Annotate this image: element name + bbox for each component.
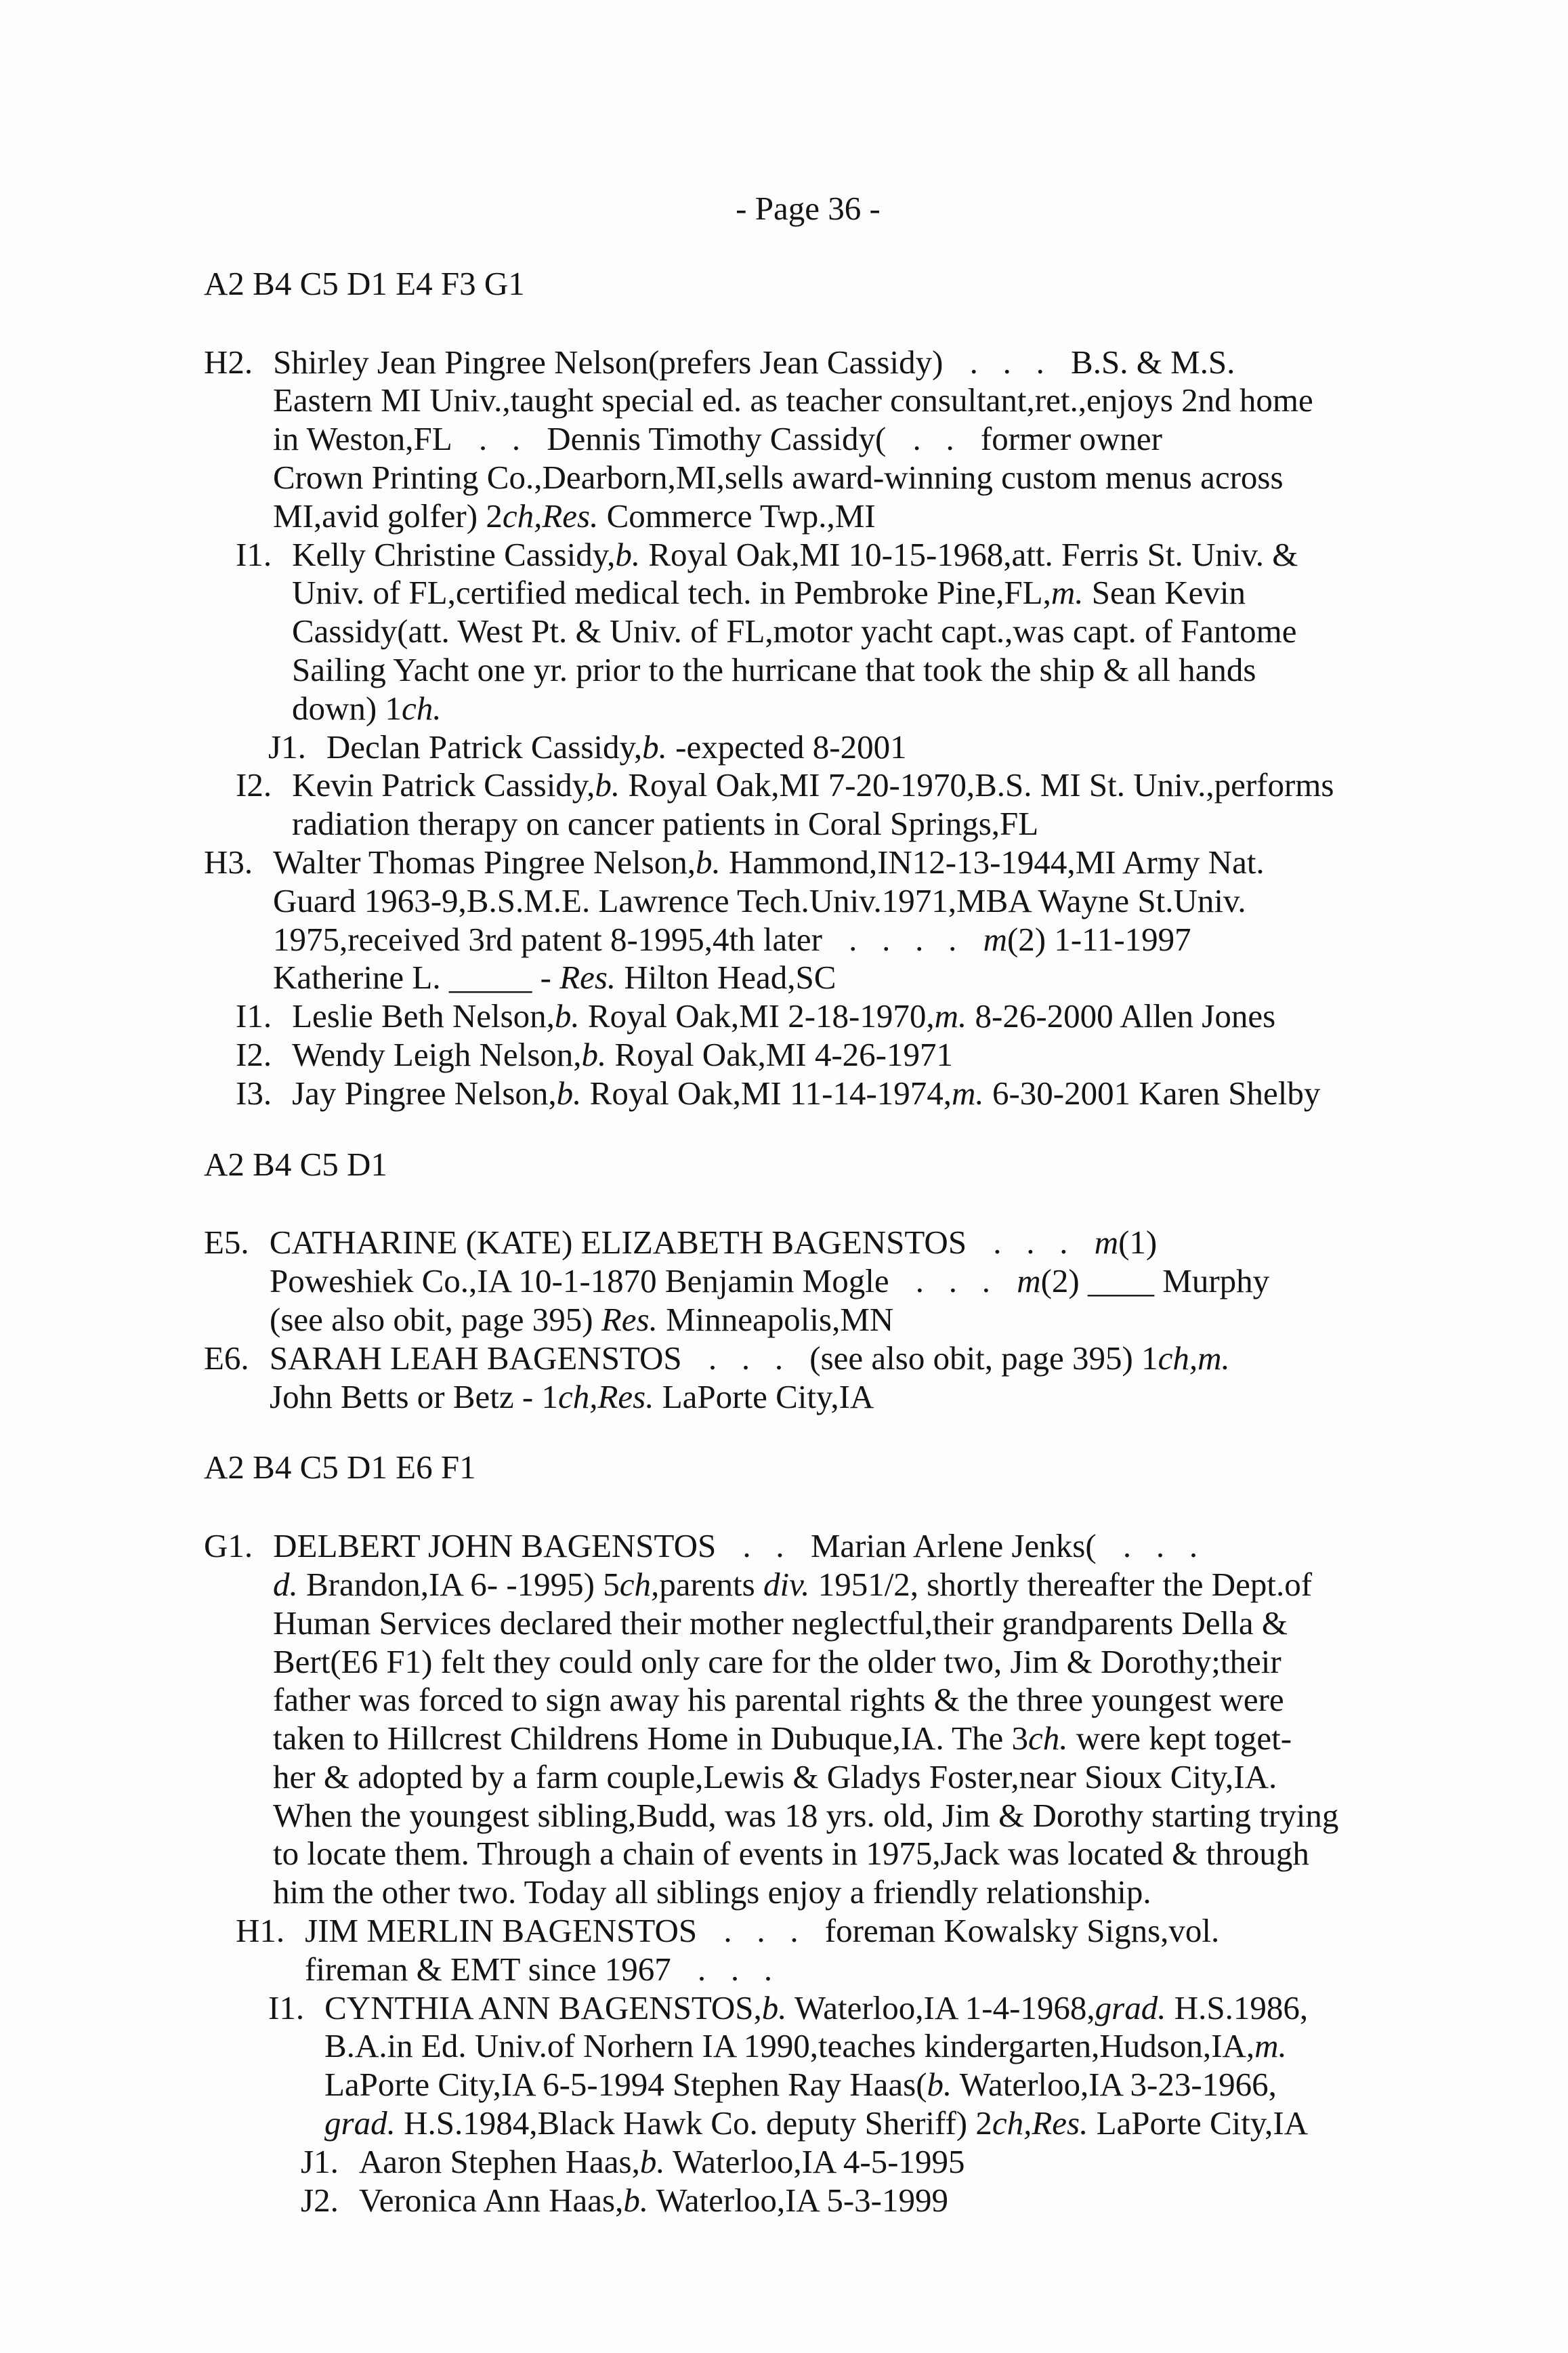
text-segment: Jay Pingree Nelson, [292,1074,557,1112]
italic-abbreviation: ch,Res. [557,1377,654,1415]
entry-text [292,1036,953,1073]
entry-first-line [0,536,1568,575]
entry-text [273,844,1265,881]
text-segment: Minneapolis,MN [657,1300,894,1338]
entry-continuation-line [0,497,1568,536]
entry-continuation-line [0,1566,1568,1604]
italic-abbreviation: m [983,920,1007,958]
entry-text [270,1224,1158,1261]
entry-text [292,997,1275,1035]
generation-label: I3. [236,1074,272,1112]
italic-abbreviation: b. [615,535,641,573]
generation-label: H3. [204,843,253,881]
entry-text [324,2104,1308,2142]
text-segment: Waterloo,IA 1-4-1968, [786,1988,1095,2026]
text-segment: to locate them. Through a chain of events in 1975,Jack was located & through [273,1835,1309,1873]
entry-continuation-line [0,459,1568,497]
entry-text [273,959,836,996]
entry-text [292,612,1297,650]
text-segment: Royal Oak,MI 4-26-1971 [606,1035,953,1073]
text-segment: Katherine L. _____ - [273,959,560,997]
generation-label: H1. [236,1912,285,1950]
text-segment: radiation therapy on cancer patients in Coral Springs,FL [292,805,1039,843]
entry-text [292,536,1298,573]
text-segment: Bert(E6 F1) felt they could only care for the older two, Jim & Dorothy;their [273,1642,1281,1680]
dot-leader: . . [478,420,521,458]
genealogy-entry [0,1912,1568,1989]
genealogy-entry [0,1527,1568,1912]
dot-leader: . . . [915,1262,991,1300]
entry-continuation-line [0,690,1568,728]
text-segment: When the youngest sibling,Budd, was 18 yrs. old, Jim & Dorothy starting trying [273,1796,1339,1834]
entry-continuation-line [0,574,1568,612]
entry-text [273,381,1313,419]
text-segment: Poweshiek Co.,IA 10-1-1870 Benjamin Mogle [270,1262,889,1300]
entry-text [273,1720,1292,1757]
italic-abbreviation: b. [639,2142,665,2180]
text-segment: DELBERT JOHN BAGENSTOS [273,1527,717,1565]
genealogy-entry [0,766,1568,844]
entry-continuation-line [0,1758,1568,1797]
text-segment: Hammond,IN12-13-1944,MI Army Nat. [720,843,1265,881]
italic-abbreviation: m. [934,997,967,1035]
entry-text [292,1075,1320,1112]
text-segment: H.S.1984,Black Hawk Co. deputy Sheriff) 2 [395,2104,992,2142]
entry-text [359,2143,965,2180]
entry-first-line [0,2143,1568,2182]
entry-first-line [0,1224,1568,1262]
text-segment: CYNTHIA ANN BAGENSTOS, [324,1988,762,2026]
entry-first-line [0,844,1568,882]
entry-text [292,766,1334,804]
text-segment: Leslie Beth Nelson, [292,997,555,1035]
entry-text [270,1301,893,1338]
entry-first-line [0,343,1568,382]
text-segment: Royal Oak,MI 11-14-1974, [581,1074,952,1112]
entry-text [292,651,1256,688]
text-segment: 1975,received 3rd patent 8-1995,4th later [273,920,822,958]
entry-continuation-line [0,1604,1568,1643]
genealogy-entry [0,1036,1568,1075]
italic-abbreviation: b. [595,766,620,804]
text-segment: Cassidy(att. West Pt. & Univ. of FL,motor yacht capt.,was capt. of Fantome [292,612,1297,650]
entry-text [273,1527,1224,1564]
entry-text [292,690,441,727]
entry-text [292,574,1246,611]
generation-label: I1. [236,997,272,1035]
lineage-path-heading: A2 B4 C5 D1 E4 F3 G1 [204,264,525,302]
genealogy-entry [0,1224,1568,1339]
italic-abbreviation: b. [695,843,721,881]
entry-text [324,1989,1308,2026]
entry-first-line [0,2182,1568,2220]
genealogy-entry [0,343,1568,536]
text-segment: fireman & EMT since 1967 [305,1950,671,1988]
entry-first-line [0,728,1568,767]
entry-text [273,1758,1277,1795]
text-segment: Univ. of FL,certified medical tech. in Pembroke Pine,FL, [292,574,1051,612]
italic-abbreviation: ch, [619,1565,660,1603]
genealogy-sections [0,265,1568,2220]
entry-text [270,1378,874,1415]
entry-continuation-line [0,882,1568,921]
text-segment: Eastern MI Univ.,taught special ed. as teacher consultant,ret.,enjoys 2nd home [273,381,1313,419]
entry-continuation-line [0,1301,1568,1339]
italic-abbreviation: m. [1254,2027,1287,2065]
dot-leader: . . [742,1527,784,1565]
italic-abbreviation: grad. [1095,1988,1166,2026]
generation-label: G1. [204,1527,253,1565]
genealogy-entry [0,2143,1568,2182]
text-segment: Dennis Timothy Cassidy( [547,420,887,458]
entry-text [273,1835,1309,1872]
text-segment: (2) 1-11-1997 [1007,920,1191,958]
entry-first-line [0,997,1568,1036]
entry-text [270,1339,1230,1377]
text-segment: 6-30-2001 Karen Shelby [983,1074,1321,1112]
italic-abbreviation: b. [927,2066,952,2104]
generation-label: H2. [204,343,253,381]
entry-first-line [0,1912,1568,1951]
italic-abbreviation: grad. [324,2104,396,2142]
dot-leader: . . [912,420,954,458]
italic-abbreviation: b. [642,728,667,766]
genealogy-entry [0,2182,1568,2220]
entry-text [273,1873,1151,1911]
entry-text [324,2027,1287,2064]
page-number: - Page 36 - [736,190,881,227]
text-segment: -expected 8-2001 [666,728,907,766]
generation-label: I2. [236,1035,272,1073]
text-segment: Royal Oak,MI 2-18-1970, [579,997,935,1035]
text-segment: (2) ____ Murphy [1040,1262,1270,1300]
entry-text [273,459,1284,496]
italic-abbreviation: m. [1051,574,1084,612]
generation-label: I1. [268,1988,305,2026]
text-segment: taken to Hillcrest Childrens Home in Dubuque,IA. The 3 [273,1720,1028,1757]
entry-text [270,1262,1269,1299]
genealogy-entry [0,1339,1568,1417]
generation-label: J1. [268,728,306,766]
text-segment: father was forced to sign away his parental rights & the three youngest were [273,1681,1284,1719]
italic-abbreviation: ch. [1028,1720,1068,1757]
text-segment: (see also obit, page 395) 1 [809,1339,1158,1377]
italic-abbreviation: ch,Res. [502,497,599,535]
text-segment: H.S.1986, [1166,1988,1309,2026]
entry-first-line [0,766,1568,805]
text-segment: foreman Kowalsky Signs,vol. [824,1912,1220,1950]
entry-text [273,343,1235,381]
entry-text [273,1681,1284,1718]
text-segment: Marian Arlene Jenks( [810,1527,1097,1565]
italic-abbreviation: ch,Res. [992,2104,1088,2142]
text-segment: Wendy Leigh Nelson, [292,1035,582,1073]
entry-continuation-line [0,921,1568,959]
text-segment: 8-26-2000 Allen Jones [967,997,1276,1035]
entry-text [359,2182,948,2219]
entry-first-line [0,1075,1568,1113]
italic-abbreviation: Res. [559,959,616,997]
text-segment: parents [659,1565,763,1603]
entry-continuation-line [0,1951,1568,1989]
entry-continuation-line [0,1720,1568,1758]
entry-text [273,497,876,535]
entry-continuation-line [0,1262,1568,1301]
text-segment: 1951/2, shortly thereafter the Dept.of [809,1565,1313,1603]
entry-text [324,2066,1277,2103]
text-segment: Aaron Stephen Haas, [358,2142,640,2180]
entry-text [273,1643,1281,1680]
entry-continuation-line [0,651,1568,690]
italic-abbreviation: b. [554,997,580,1035]
entry-text [273,420,1162,457]
text-segment: (see also obit, page 395) [270,1300,601,1338]
text-segment: her & adopted by a farm couple,Lewis & Gladys Foster,near Sioux City,IA. [273,1757,1277,1795]
italic-abbreviation: m [1017,1262,1041,1300]
entry-text [273,1604,1288,1642]
text-segment: Hilton Head,SC [616,959,836,997]
entry-first-line [0,1339,1568,1378]
italic-abbreviation: m [1094,1224,1119,1262]
generation-label: I1. [236,535,272,573]
dot-leader: . . . [993,1224,1068,1262]
text-segment: Waterloo,IA 4-5-1995 [664,2142,965,2180]
italic-abbreviation: b. [623,2181,649,2219]
italic-abbreviation: d. [273,1565,298,1603]
text-segment: LaPorte City,IA 6-5-1994 Stephen Ray Haas( [324,2066,927,2104]
entry-continuation-line [0,2027,1568,2066]
entry-continuation-line [0,2066,1568,2104]
dot-leader: . . . [969,343,1044,381]
entry-text [292,805,1038,842]
text-segment: (1) [1118,1224,1158,1262]
lineage-section [0,1449,1568,2220]
genealogy-entry [0,1989,1568,2143]
genealogy-entry [0,997,1568,1036]
entry-continuation-line [0,1643,1568,1682]
lineage-path-heading: A2 B4 C5 D1 E6 F1 [204,1449,476,1486]
text-segment: JIM MERLIN BAGENSTOS [305,1912,698,1950]
dot-leader: . . . [723,1912,799,1950]
entry-text [273,1566,1312,1603]
text-segment: LaPorte City,IA [1088,2104,1309,2142]
entry-text [305,1951,799,1988]
text-segment: Commerce Twp.,MI [598,497,876,535]
dot-leader: . . . . [849,920,957,958]
text-segment: LaPorte City,IA [654,1377,874,1415]
text-segment: Brandon,IA 6- -1995) 5 [297,1565,620,1603]
genealogy-entry [0,728,1568,767]
dot-leader: . . . [1122,1527,1198,1565]
entry-continuation-line [0,1835,1568,1873]
entry-first-line [0,1036,1568,1075]
generation-label: J1. [301,2142,339,2180]
entry-continuation-line [0,612,1568,651]
entry-continuation-line [0,2104,1568,2143]
entry-continuation-line [0,959,1568,997]
text-segment: Declan Patrick Cassidy, [326,728,643,766]
italic-abbreviation: div. [763,1565,810,1603]
entry-first-line [0,1989,1568,2028]
text-segment: Human Services declared their mother neglectful,their grandparents Della & [273,1604,1288,1642]
italic-abbreviation: b. [556,1074,582,1112]
italic-abbreviation: ch,m. [1158,1339,1230,1377]
generation-label: J2. [301,2181,339,2219]
entry-first-line [0,1527,1568,1566]
text-segment: CATHARINE (KATE) ELIZABETH BAGENSTOS [269,1224,967,1262]
italic-abbreviation: m. [952,1074,984,1112]
text-segment: Veronica Ann Haas, [358,2181,624,2219]
entry-continuation-line [0,1873,1568,1912]
lineage-section [0,1146,1568,1417]
text-segment: were kept toget- [1067,1720,1292,1757]
lineage-section [0,265,1568,1113]
text-segment: Sailing Yacht one yr. prior to the hurricane that took the ship & all hands [292,650,1256,688]
genealogy-entry [0,844,1568,997]
text-segment: Royal Oak,MI 7-20-1970,B.S. MI St. Univ.,performs [620,766,1334,804]
text-segment: John Betts or Betz - 1 [270,1377,558,1415]
italic-abbreviation: b. [761,1988,787,2026]
entry-continuation-line [0,1797,1568,1835]
text-segment: Royal Oak,MI 10-15-1968,att. Ferris St. Univ. & [640,535,1298,573]
text-segment: B.S. & M.S. [1071,343,1235,381]
text-segment: Kelly Christine Cassidy, [292,535,616,573]
entry-continuation-line [0,1681,1568,1720]
text-segment: MI,avid golfer) 2 [273,497,503,535]
text-segment: Crown Printing Co.,Dearborn,MI,sells award-winning custom menus across [273,458,1284,496]
text-segment: B.A.in Ed. Univ.of Norhern IA 1990,teaches kindergarten,Hudson,IA, [324,2027,1255,2065]
text-segment: Guard 1963-9,B.S.M.E. Lawrence Tech.Univ.1971,MBA Wayne St.Univ. [273,881,1246,919]
entry-continuation-line [0,805,1568,844]
text-segment: Waterloo,IA 5-3-1999 [648,2181,948,2219]
genealogy-entry [0,1075,1568,1113]
entry-continuation-line [0,381,1568,420]
entry-continuation-line [0,1378,1568,1417]
generation-label: E5. [204,1224,249,1262]
text-segment: Sean Kevin [1083,574,1246,612]
generation-label: I2. [236,766,272,804]
text-segment: him the other two. Today all siblings enjoy a friendly relationship. [273,1873,1151,1911]
text-segment: Walter Thomas Pingree Nelson, [273,843,696,881]
dot-leader: . . . [708,1339,784,1377]
text-segment: Shirley Jean Pingree Nelson(prefers Jean Cassidy) [273,343,944,381]
genealogy-entry [0,536,1568,728]
text-segment: SARAH LEAH BAGENSTOS [269,1339,682,1377]
italic-abbreviation: b. [581,1035,607,1073]
generation-label: E6. [204,1339,249,1377]
lineage-path-heading: A2 B4 C5 D1 [204,1145,387,1183]
text-segment: former owner [980,420,1162,458]
entry-text [273,882,1246,919]
text-segment: Waterloo,IA 3-23-1966, [952,2066,1277,2104]
italic-abbreviation: Res. [601,1300,658,1338]
text-segment: Kevin Patrick Cassidy, [292,766,595,804]
dot-leader: . . . [697,1950,773,1988]
entry-continuation-line [0,420,1568,459]
entry-text [273,1797,1338,1834]
entry-text [305,1912,1219,1949]
entry-text [273,921,1191,958]
text-segment: in Weston,FL [273,420,452,458]
entry-text [326,728,907,766]
italic-abbreviation: ch. [401,689,442,727]
text-segment: down) 1 [292,689,402,727]
